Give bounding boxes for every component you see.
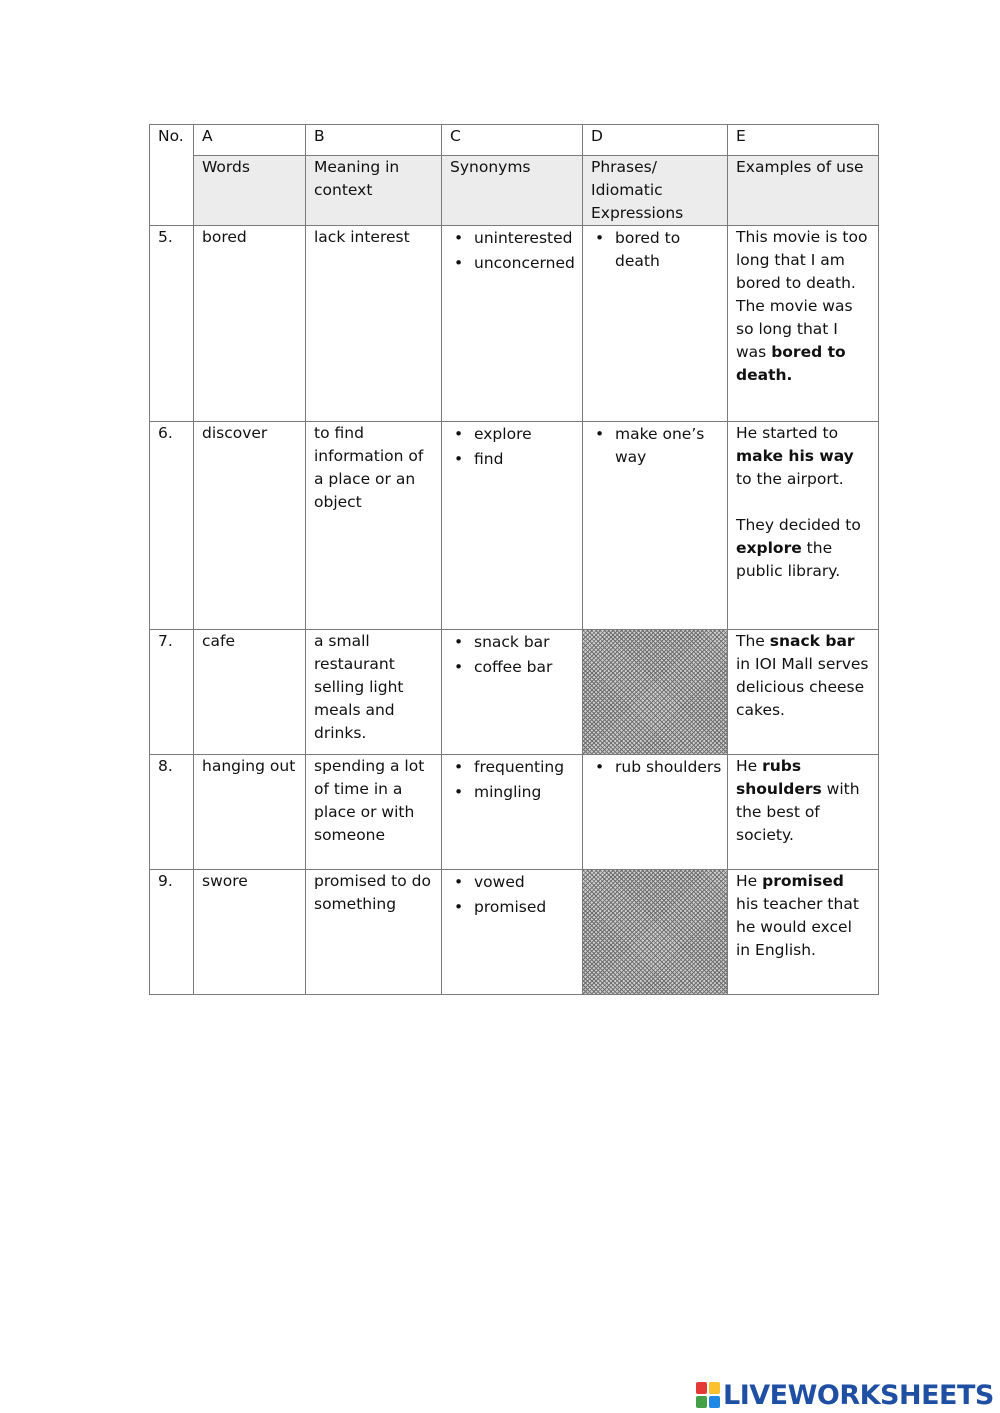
example-bold: bored to death. [736, 343, 846, 384]
vocab-word: cafe [194, 630, 306, 755]
synonyms-cell [442, 226, 583, 422]
table-row [150, 870, 879, 995]
example-text: The [736, 632, 770, 650]
example-text: They decided to [736, 516, 861, 534]
synonym-item: • coffee bar [450, 656, 574, 679]
phrase-item: • make one’s way [591, 423, 719, 469]
example-cell [728, 226, 879, 422]
example-text: in IOI Mall serves delicious cheese cakes. [736, 655, 869, 719]
example-bold: rubs shoulders [736, 757, 822, 798]
meaning-cell: spending a lot of time in a place or with someone [306, 755, 442, 870]
synonym-item: • unconcerned [450, 252, 574, 275]
logo-icon [696, 1382, 720, 1408]
example-cell [728, 630, 879, 755]
example-bold: promised [762, 872, 844, 890]
table-row [150, 226, 879, 422]
meaning-cell: lack interest [306, 226, 442, 422]
header-title-row [150, 156, 879, 226]
col-header-examples: Examples of use [728, 156, 879, 226]
example-text: This movie is too long that I am bored to death. The movie was so long that I was [736, 228, 868, 361]
vocab-word: hanging out [194, 755, 306, 870]
vocabulary-table [149, 124, 879, 995]
col-header-meaning: Meaning in context [306, 156, 442, 226]
phrase-item: • rub shoulders [591, 756, 719, 779]
meaning-cell: to find information of a place or an object [306, 422, 442, 630]
logo-text: LIVEWORKSHEETS [723, 1379, 994, 1411]
phrase-cell [583, 755, 728, 870]
synonym-item: • uninterested [450, 227, 574, 250]
synonyms-cell [442, 755, 583, 870]
example-text: his teacher that he would excel in English. [736, 895, 859, 959]
row-number: 6. [150, 422, 194, 630]
row-number: 5. [150, 226, 194, 422]
meaning-cell: promised to do something [306, 870, 442, 995]
example-bold: make his way [736, 447, 854, 465]
phrase-cell-shaded [583, 870, 728, 995]
phrase-cell [583, 422, 728, 630]
synonym-item: • explore [450, 423, 574, 446]
example-cell [728, 755, 879, 870]
synonyms-cell [442, 422, 583, 630]
col-letter-b: B [306, 125, 442, 156]
example-text: with the best of society. [736, 780, 860, 844]
phrase-item: • bored to death [591, 227, 719, 273]
liveworksheets-logo[interactable] [696, 1378, 994, 1412]
example-text: He started to [736, 424, 839, 442]
synonyms-cell [442, 630, 583, 755]
example-cell [728, 422, 879, 630]
synonym-item: • snack bar [450, 631, 574, 654]
phrases-line-1: Phrases/ [591, 158, 657, 176]
table-row [150, 755, 879, 870]
col-letter-d: D [583, 125, 728, 156]
synonym-item: • promised [450, 896, 574, 919]
phrases-line-2: Idiomatic [591, 181, 663, 199]
example-text: the public library. [736, 539, 841, 580]
vocab-word: swore [194, 870, 306, 995]
row-number: 8. [150, 755, 194, 870]
example-bold: explore [736, 539, 802, 557]
phrase-cell [583, 226, 728, 422]
vocab-word: discover [194, 422, 306, 630]
synonyms-cell [442, 870, 583, 995]
col-letter-e: E [728, 125, 879, 156]
phrases-line-3: Expressions [591, 204, 684, 222]
header-letter-row [150, 125, 879, 156]
example-cell [728, 870, 879, 995]
meaning-cell: a small restaurant selling light meals and drinks. [306, 630, 442, 755]
example-bold: snack bar [769, 632, 855, 650]
phrase-cell-shaded [583, 630, 728, 755]
table-row [150, 422, 879, 630]
synonym-item: • mingling [450, 781, 574, 804]
synonym-item: • frequenting [450, 756, 574, 779]
no-header: No. [150, 125, 194, 226]
synonym-item: • find [450, 448, 574, 471]
col-letter-a: A [194, 125, 306, 156]
col-letter-c: C [442, 125, 583, 156]
vocab-word: bored [194, 226, 306, 422]
table-row [150, 630, 879, 755]
row-number: 7. [150, 630, 194, 755]
example-text: He [736, 872, 763, 890]
col-header-phrases [583, 156, 728, 226]
example-text: to the airport. [736, 470, 844, 488]
synonym-item: • vowed [450, 871, 574, 894]
example-text: He [736, 757, 763, 775]
col-header-synonyms: Synonyms [442, 156, 583, 226]
row-number: 9. [150, 870, 194, 995]
col-header-words: Words [194, 156, 306, 226]
